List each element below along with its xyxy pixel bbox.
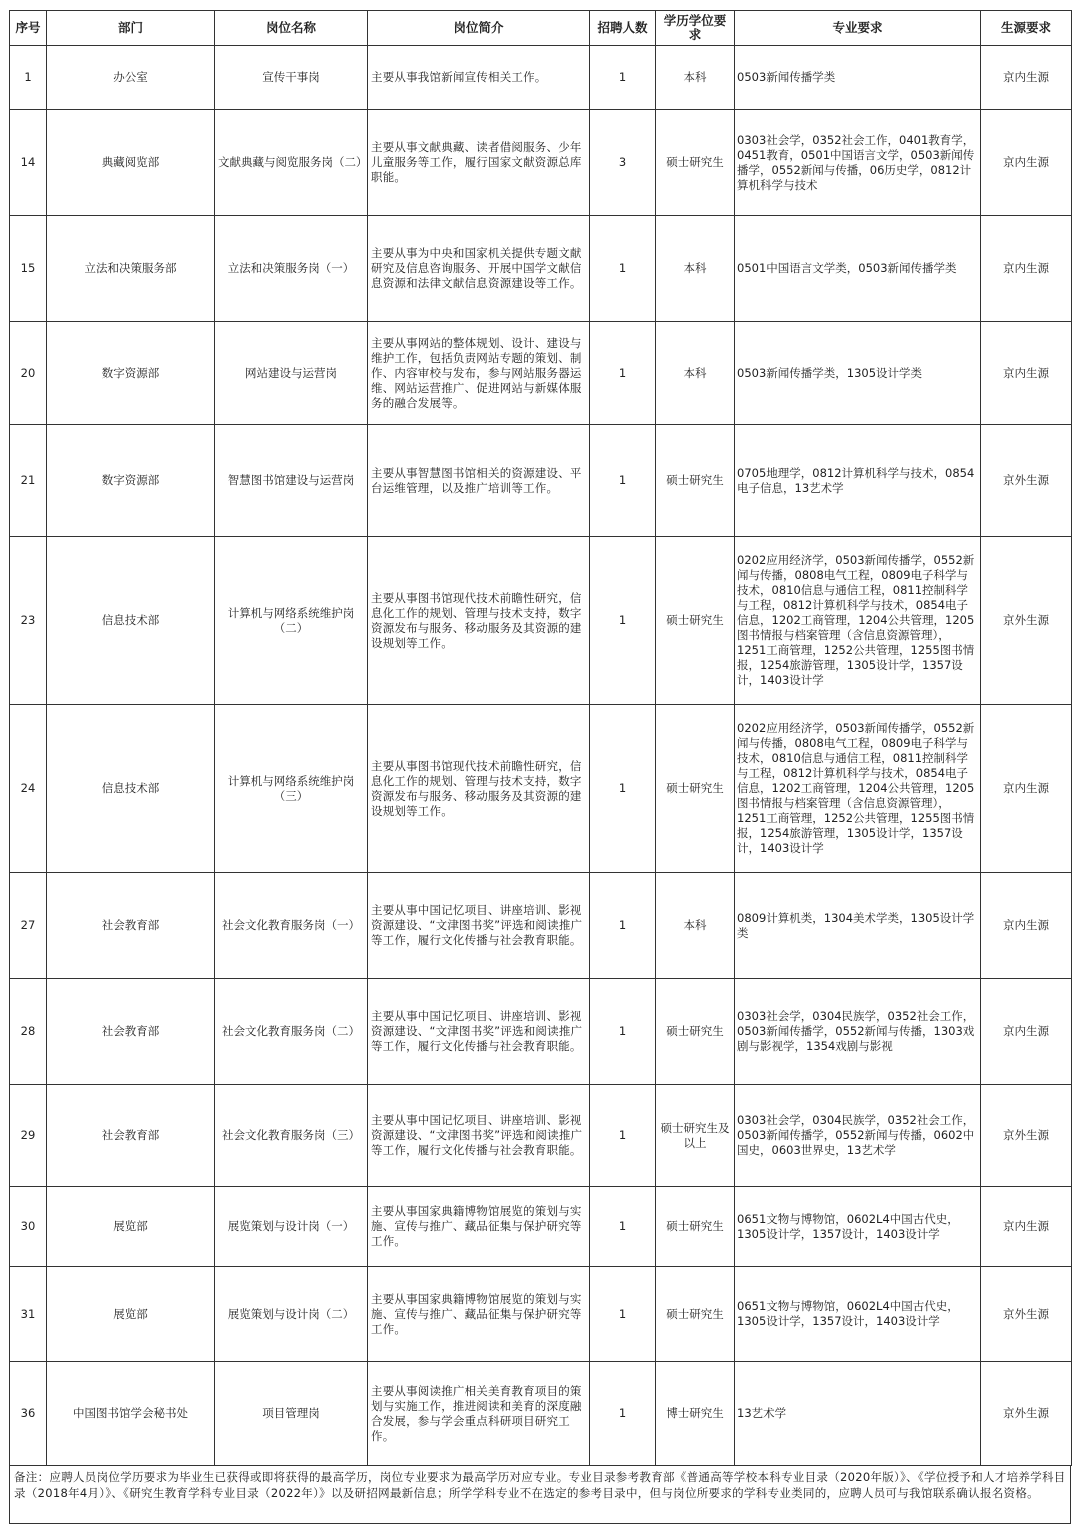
table-row xyxy=(10,873,1072,979)
table-row xyxy=(10,1085,1072,1187)
table-row xyxy=(10,1187,1072,1267)
cell-post: 智慧图书馆建设与运营岗 xyxy=(215,425,368,537)
cell-count: 1 xyxy=(590,425,656,537)
recruitment-table xyxy=(9,10,1072,1466)
cell-edu: 本科 xyxy=(656,873,735,979)
cell-post: 立法和决策服务岗（一） xyxy=(215,216,368,322)
header-edu: 学历学位要求 xyxy=(656,11,735,46)
cell-origin: 京内生源 xyxy=(981,46,1072,110)
cell-origin: 京内生源 xyxy=(981,110,1072,216)
table-row xyxy=(10,216,1072,322)
cell-edu: 硕士研究生 xyxy=(656,1267,735,1362)
cell-edu: 博士研究生 xyxy=(656,1362,735,1466)
cell-dept: 信息技术部 xyxy=(47,705,215,873)
cell-edu: 硕士研究生 xyxy=(656,705,735,873)
table-row xyxy=(10,705,1072,873)
cell-no: 28 xyxy=(10,979,47,1085)
cell-dept: 社会教育部 xyxy=(47,873,215,979)
cell-desc: 主要从事我馆新闻宣传相关工作。 xyxy=(368,46,590,110)
cell-major: 0303社会学，0304民族学，0352社会工作，0503新闻传播学，0552新闻与传播，0602中国史，0603世界史，13艺术学 xyxy=(735,1085,981,1187)
header-count: 招聘人数 xyxy=(590,11,656,46)
cell-post: 网站建设与运营岗 xyxy=(215,322,368,425)
cell-edu: 硕士研究生 xyxy=(656,537,735,705)
cell-count: 1 xyxy=(590,1187,656,1267)
footnote: 备注：应聘人员岗位学历要求为毕业生已获得或即将获得的最高学历，岗位专业要求为最高学历对应专业。专业目录参考教育部《普通高等学校本科专业目录（2020年版）》、《学位授予和人才培养学科目录（2018年4月）》、《研究生教育学科专业目录（2022年）》以及研招网最新信息；所学学科专业不在选定的参考目录中，但与岗位所要求的学科专业类同的，应聘人员可与我馆联系确认报名资格。 xyxy=(9,1466,1071,1524)
cell-desc: 主要从事智慧图书馆相关的资源建设、平台运维管理，以及推广培训等工作。 xyxy=(368,425,590,537)
cell-dept: 社会教育部 xyxy=(47,1085,215,1187)
cell-no: 15 xyxy=(10,216,47,322)
cell-major: 0501中国语言文学类，0503新闻传播学类 xyxy=(735,216,981,322)
table-row xyxy=(10,979,1072,1085)
cell-dept: 中国图书馆学会秘书处 xyxy=(47,1362,215,1466)
cell-no: 36 xyxy=(10,1362,47,1466)
cell-origin: 京内生源 xyxy=(981,979,1072,1085)
cell-post: 宣传干事岗 xyxy=(215,46,368,110)
cell-no: 14 xyxy=(10,110,47,216)
cell-no: 23 xyxy=(10,537,47,705)
cell-edu: 硕士研究生 xyxy=(656,110,735,216)
cell-desc: 主要从事中国记忆项目、讲座培训、影视资源建设、“文津图书奖”评选和阅读推广等工作，履行文化传播与社会教育职能。 xyxy=(368,1085,590,1187)
cell-origin: 京内生源 xyxy=(981,873,1072,979)
cell-post: 社会文化教育服务岗（二） xyxy=(215,979,368,1085)
cell-post: 计算机与网络系统维护岗（三） xyxy=(215,705,368,873)
cell-no: 21 xyxy=(10,425,47,537)
table-row xyxy=(10,1267,1072,1362)
header-origin: 生源要求 xyxy=(981,11,1072,46)
cell-origin: 京内生源 xyxy=(981,216,1072,322)
cell-no: 31 xyxy=(10,1267,47,1362)
cell-origin: 京外生源 xyxy=(981,537,1072,705)
cell-count: 1 xyxy=(590,1267,656,1362)
cell-origin: 京外生源 xyxy=(981,1267,1072,1362)
recruitment-document xyxy=(9,10,1071,1524)
cell-desc: 主要从事国家典籍博物馆展览的策划与实施、宣传与推广、藏品征集与保护研究等工作。 xyxy=(368,1187,590,1267)
cell-desc: 主要从事图书馆现代技术前瞻性研究，信息化工作的规划、管理与技术支持，数字资源发布与服务、移动服务及其资源的建设规划等工作。 xyxy=(368,705,590,873)
cell-no: 1 xyxy=(10,46,47,110)
header-no: 序号 xyxy=(10,11,47,46)
cell-edu: 硕士研究生 xyxy=(656,979,735,1085)
table-row xyxy=(10,537,1072,705)
cell-no: 20 xyxy=(10,322,47,425)
cell-major: 0202应用经济学，0503新闻传播学，0552新闻与传播，0808电气工程，0809电子科学与技术，0810信息与通信工程，0811控制科学与工程，0812计算机科学与技术，0854电子信息，1202工商管理，1204公共管理，1205图书情报与档案管理（含信息资源管理），1251工商管理，1252公共管理，1255图书情报，1254旅游管理，1305设计学，1357设计，1403设计学 xyxy=(735,705,981,873)
cell-count: 1 xyxy=(590,46,656,110)
cell-count: 1 xyxy=(590,322,656,425)
cell-origin: 京内生源 xyxy=(981,322,1072,425)
header-major: 专业要求 xyxy=(735,11,981,46)
cell-dept: 展览部 xyxy=(47,1267,215,1362)
cell-major: 13艺术学 xyxy=(735,1362,981,1466)
cell-desc: 主要从事阅读推广相关美育教育项目的策划与实施工作，推进阅读和美育的深度融合发展，参与学会重点科研项目研究工作。 xyxy=(368,1362,590,1466)
cell-origin: 京外生源 xyxy=(981,1085,1072,1187)
cell-dept: 典藏阅览部 xyxy=(47,110,215,216)
cell-major: 0303社会学，0304民族学，0352社会工作，0503新闻传播学，0552新闻与传播，1303戏剧与影视学，1354戏剧与影视 xyxy=(735,979,981,1085)
cell-edu: 本科 xyxy=(656,216,735,322)
cell-post: 计算机与网络系统维护岗（二） xyxy=(215,537,368,705)
cell-post: 展览策划与设计岗（二） xyxy=(215,1267,368,1362)
table-row xyxy=(10,110,1072,216)
cell-count: 1 xyxy=(590,216,656,322)
cell-dept: 展览部 xyxy=(47,1187,215,1267)
cell-origin: 京内生源 xyxy=(981,705,1072,873)
table-row xyxy=(10,46,1072,110)
cell-major: 0705地理学，0812计算机科学与技术，0854电子信息，13艺术学 xyxy=(735,425,981,537)
header-dept: 部门 xyxy=(47,11,215,46)
cell-no: 27 xyxy=(10,873,47,979)
cell-post: 展览策划与设计岗（一） xyxy=(215,1187,368,1267)
cell-edu: 硕士研究生 xyxy=(656,1187,735,1267)
cell-post: 社会文化教育服务岗（一） xyxy=(215,873,368,979)
header-desc: 岗位简介 xyxy=(368,11,590,46)
cell-edu: 本科 xyxy=(656,322,735,425)
cell-dept: 社会教育部 xyxy=(47,979,215,1085)
cell-count: 1 xyxy=(590,979,656,1085)
table-row xyxy=(10,425,1072,537)
cell-origin: 京外生源 xyxy=(981,425,1072,537)
cell-major: 0202应用经济学，0503新闻传播学，0552新闻与传播，0808电气工程，0809电子科学与技术，0810信息与通信工程，0811控制科学与工程，0812计算机科学与技术，0854电子信息，1202工商管理，1204公共管理，1205图书情报与档案管理（含信息资源管理），1251工商管理，1252公共管理，1255图书情报，1254旅游管理，1305设计学，1357设计，1403设计学 xyxy=(735,537,981,705)
cell-major: 0303社会学，0352社会工作，0401教育学，0451教育，0501中国语言文学，0503新闻传播学，0552新闻与传播，06历史学，0812计算机科学与技术 xyxy=(735,110,981,216)
cell-count: 1 xyxy=(590,1362,656,1466)
cell-dept: 数字资源部 xyxy=(47,322,215,425)
cell-edu: 本科 xyxy=(656,46,735,110)
cell-major: 0503新闻传播学类 xyxy=(735,46,981,110)
cell-desc: 主要从事中国记忆项目、讲座培训、影视资源建设、“文津图书奖”评选和阅读推广等工作，履行文化传播与社会教育职能。 xyxy=(368,873,590,979)
cell-count: 1 xyxy=(590,873,656,979)
cell-post: 项目管理岗 xyxy=(215,1362,368,1466)
cell-origin: 京内生源 xyxy=(981,1187,1072,1267)
table-row xyxy=(10,322,1072,425)
header-row xyxy=(10,11,1072,46)
cell-no: 29 xyxy=(10,1085,47,1187)
cell-dept: 立法和决策服务部 xyxy=(47,216,215,322)
cell-desc: 主要从事为中央和国家机关提供专题文献研究及信息咨询服务、开展中国学文献信息资源和法律文献信息资源建设等工作。 xyxy=(368,216,590,322)
cell-desc: 主要从事图书馆现代技术前瞻性研究，信息化工作的规划、管理与技术支持，数字资源发布与服务、移动服务及其资源的建设规划等工作。 xyxy=(368,537,590,705)
cell-dept: 数字资源部 xyxy=(47,425,215,537)
cell-desc: 主要从事网站的整体规划、设计、建设与维护工作，包括负责网站专题的策划、制作、内容审校与发布，参与网站服务器运维、网站运营推广、促进网站与新媒体服务的融合发展等。 xyxy=(368,322,590,425)
cell-major: 0651文物与博物馆，0602L4中国古代史，1305设计学，1357设计，1403设计学 xyxy=(735,1187,981,1267)
cell-dept: 信息技术部 xyxy=(47,537,215,705)
cell-post: 文献典藏与阅览服务岗（二） xyxy=(215,110,368,216)
header-post: 岗位名称 xyxy=(215,11,368,46)
cell-major: 0503新闻传播学类，1305设计学类 xyxy=(735,322,981,425)
cell-desc: 主要从事文献典藏、读者借阅服务、少年儿童服务等工作，履行国家文献资源总库职能。 xyxy=(368,110,590,216)
cell-desc: 主要从事中国记忆项目、讲座培训、影视资源建设、“文津图书奖”评选和阅读推广等工作，履行文化传播与社会教育职能。 xyxy=(368,979,590,1085)
cell-count: 1 xyxy=(590,705,656,873)
cell-desc: 主要从事国家典籍博物馆展览的策划与实施、宣传与推广、藏品征集与保护研究等工作。 xyxy=(368,1267,590,1362)
cell-major: 0809计算机类，1304美术学类，1305设计学类 xyxy=(735,873,981,979)
cell-count: 1 xyxy=(590,1085,656,1187)
cell-edu: 硕士研究生及以上 xyxy=(656,1085,735,1187)
cell-edu: 硕士研究生 xyxy=(656,425,735,537)
table-row xyxy=(10,1362,1072,1466)
cell-post: 社会文化教育服务岗（三） xyxy=(215,1085,368,1187)
cell-no: 30 xyxy=(10,1187,47,1267)
cell-count: 1 xyxy=(590,537,656,705)
cell-dept: 办公室 xyxy=(47,46,215,110)
cell-origin: 京外生源 xyxy=(981,1362,1072,1466)
cell-no: 24 xyxy=(10,705,47,873)
cell-count: 3 xyxy=(590,110,656,216)
cell-major: 0651文物与博物馆，0602L4中国古代史，1305设计学，1357设计，1403设计学 xyxy=(735,1267,981,1362)
